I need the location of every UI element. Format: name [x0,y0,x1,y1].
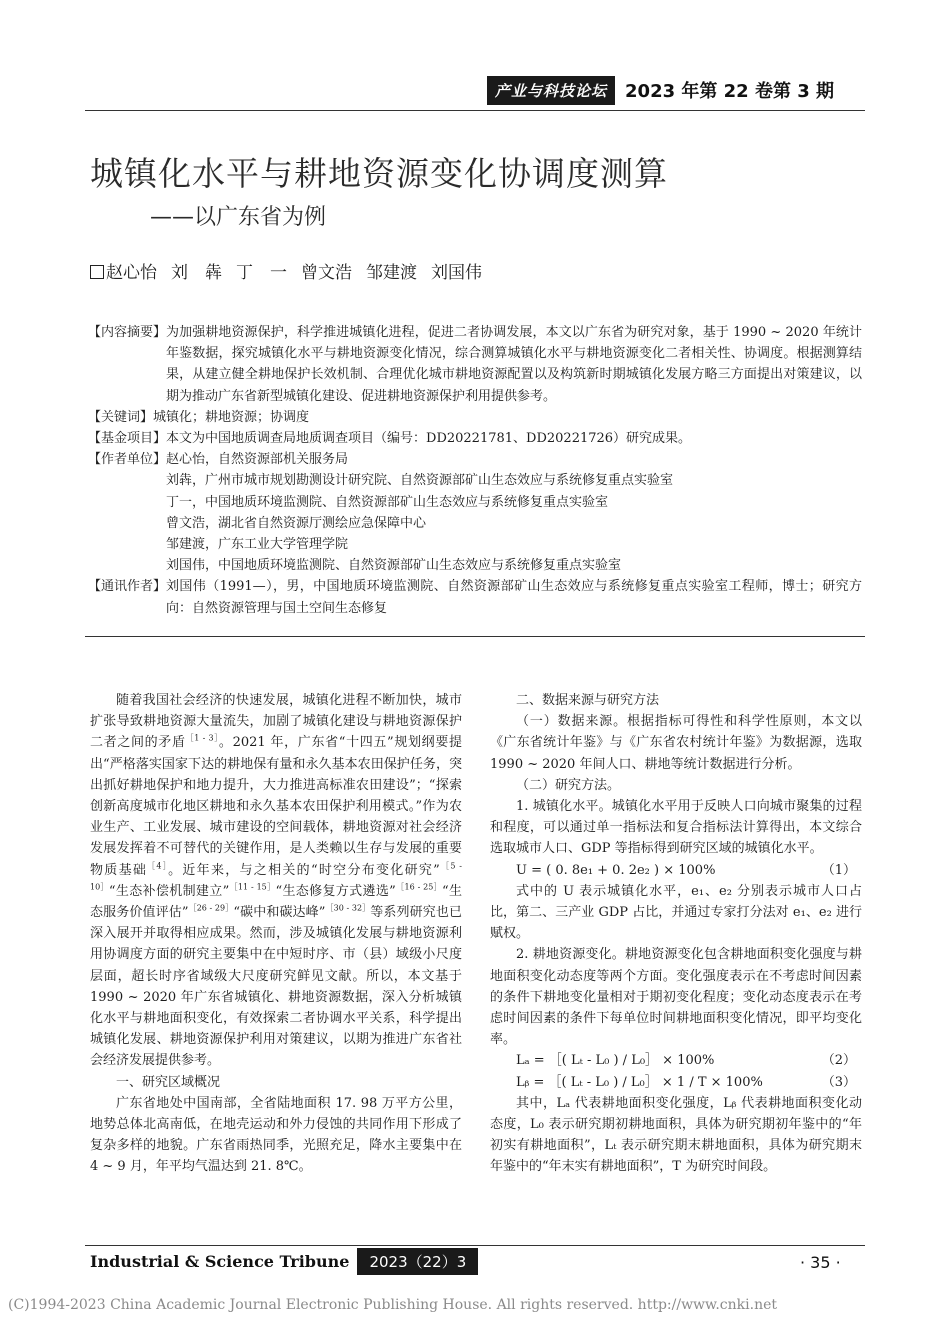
author: 刘国伟 [431,263,482,283]
body-paragraph: 其中，Lₐ 代表耕地面积变化强度，Lᵦ 代表耕地面积变化动态度，L₀ 表示研究期初耕地面积，具体为研究期初年鉴中的“年初实有耕地面积”，Lₜ 表示研究期末耕地面积，具体为研究期末年鉴中的“年末实有耕地面积”，T 为研究时间段。 [490,1095,862,1175]
page-number: · 35 · [800,1253,841,1272]
unit-line: 赵心怡，自然资源部机关服务局 [166,452,349,468]
abstract-text: 为加强耕地资源保护，科学推进城镇化进程，促进二者协调发展，本文以广东省为研究对象，基于 1990 ~ 2020 年统计年鉴数据，探究城镇化水平与耕地资源变化情况，综合测算城镇化水平与耕地资源变化二者相关性、协调度。根据测算结果，从建立健全耕地保护长效机制、合理优化城市耕地资源配置以及构筑新时期城镇化发展方略三方面提出对策建议，以期为推动广东省新型城镇化建设、促进耕地资源保护利用提供参考。 [166,325,862,404]
body-paragraph: 2. 耕地资源变化。耕地资源变化包含耕地面积变化强度与耕地面积变化动态度等两个方面。变化强度表示在不考虑时间因素的条件下耕地变化量相对于期初变化程度；变化动态度表示在考虑时间因素的条件下每单位时间耕地面积变化情况，即平均变化率。 [490,947,862,1048]
keywords-label: 【关键词】 [88,409,154,425]
fund [88,428,862,449]
corr-label: 【通讯作者】 [88,579,167,595]
unit-line: 曾文浩，湖北省自然资源厅测绘应急保障中心 [166,515,427,531]
keywords [88,407,862,428]
author: 刘 犇 [171,263,222,283]
journal-name-badge: 产业与科技论坛 [487,76,615,105]
journal-english-name: Industrial & Science Tribune [90,1252,350,1271]
metadata-divider [85,636,865,637]
article-subtitle: ——以广东省为例 [150,205,327,230]
units-label: 【作者单位】 [88,452,167,468]
body-paragraph: 1. 城镇化水平。城镇化水平用于反映人口向城市聚集的过程和程度，可以通过单一指标法和复合指标法计算得出，本文综合选取城市人口、GDP 等指标得到研究区域的城镇化水平。 [490,799,862,857]
subsection-heading: （二）研究方法。 [516,777,621,793]
abstract [88,322,862,407]
author: 曾文浩 [301,263,352,283]
author: 丁 一 [236,263,287,283]
article-metadata [88,322,862,619]
author: 赵心怡 [90,258,157,283]
footer-divider [85,1245,865,1246]
corr-text: 刘国伟（1991—），男，中国地质环境监测院、自然资源部矿山生态效应与系统修复重点实验室工程师，博士；研究方向：自然资源管理与国土空间生态修复 [166,579,862,616]
copyright-notice: (C)1994-2023 China Academic Journal Electronic Publishing House. All rights reserved. http://www.cnki.net [8,1297,778,1313]
equation-2: Lₐ = ［( Lₜ - L₀ ) / L₀］ × 100% （2） [516,1053,856,1069]
article-title: 城镇化水平与耕地资源变化协调度测算 [90,154,668,193]
units-list [166,449,862,576]
author-units [88,449,862,576]
left-column [90,690,462,1178]
author: 邹建渡 [366,263,417,283]
author-box-marker [90,265,104,279]
unit-line: 丁一，中国地质环境监测院、自然资源部矿山生态效应与系统修复重点实验室 [166,494,609,510]
intro-paragraph: 随着我国社会经济的快速发展，城镇化进程不断加快，城市扩张导致耕地资源大量流失，加剧了城镇化建设与耕地资源保护二者之间的矛盾$^{[1 - 3]}$。2021 年，广东省“十四五”规划纲要提出“严格落实国家下达的耕地保有量和永久基本农田保护任务，突出抓好耕地保护和地力提升，大力推进高标准农田建设”；“探索创新高度城市化地区耕地和永久基本农田保护利用模式。”作为农业生产、工业发展、城市建设的空间载体，耕地资源对社会经济发展发挥着不可替代的关键作用，是人类赖以生存与发展的重要物质基础$^{[4]}$。近年来，与之相关的“时空分布变化研究”$^{[5 - 10]}$“生态补偿机制建立”$^{[11 - 15]}$“生态修复方式遴选”$^{[16 - 25]}$“生态服务价值评估”$^{[26 - 29]}$“碳中和碳达峰”$^{[30 - 32]}$等系列研究也已深入展开并取得相应成果。然而，涉及城镇化发展与耕地资源利用协调度方面的研究主要集中在中短时序、市（县）域级小尺度层面，超长时序省域级大尺度研究鲜见文献。所以，本文基于 1990 ~ 2020 年广东省城镇化、耕地资源数据，深入分析城镇化水平与耕地面积变化，有效探索二者协调水平关系，科学提出城镇化发展、耕地资源保护利用对策建议，以期为推进广东省社会经济发展提供参考。 [90,693,463,1069]
unit-line: 邹建渡，广东工业大学管理学院 [166,537,349,553]
section-heading: 二、数据来源与研究方法 [516,693,660,708]
equation-3: Lᵦ = ［( Lₜ - L₀ ) / L₀］ × 1 / T × 100% （3） [516,1074,856,1090]
right-column [490,690,862,1178]
running-header [487,76,834,104]
header-divider [85,110,865,111]
fund-label: 【基金项目】 [88,431,167,447]
body-paragraph: 广东省地处中国南部，全省陆地面积 17. 98 万平方公里，地势总体北高南低，在地壳运动和外力侵蚀的共同作用下形成了复杂多样的地貌。广东省雨热同季，光照充足，降水主要集中在 4 ~ 9 月，年平均气温达到 21. 8℃。 [90,1095,462,1175]
body-paragraph: 式中的 U 表示城镇化水平，e₁、e₂ 分别表示城市人口占比，第二、三产业 GDP 占比，并通过专家打分法对 e₁、e₂ 进行赋权。 [490,883,862,942]
issue-info: 2023 年第 22 卷第 3 期 [625,81,835,102]
keywords-text: 城镇化；耕地资源；协调度 [153,409,310,425]
author-list [90,258,482,283]
body-paragraph: （一）数据来源。根据指标可得性和科学性原则，本文以《广东省统计年鉴》与《广东省农村统计年鉴》为数据源，选取 1990 ~ 2020 年间人口、耕地等统计数据进行分析。 [490,714,862,772]
equation-1: U = ( 0. 8e₁ + 0. 2e₂ ) × 100% （1） [516,862,856,878]
footer [90,1248,478,1275]
fund-text: 本文为中国地质调查局地质调查项目（编号：DD20221781、DD20221726）研究成果。 [166,431,692,447]
footer-issue-badge: 2023（22）3 [357,1248,478,1275]
unit-line: 刘犇，广州市城市规划勘测设计研究院、自然资源部矿山生态效应与系统修复重点实验室 [166,473,674,489]
section-heading: 一、研究区域概况 [116,1074,221,1090]
abstract-label: 【内容摘要】 [88,325,167,340]
corresponding-author [88,576,862,618]
unit-line: 刘国伟，中国地质环境监测院、自然资源部矿山生态效应与系统修复重点实验室 [166,558,622,574]
